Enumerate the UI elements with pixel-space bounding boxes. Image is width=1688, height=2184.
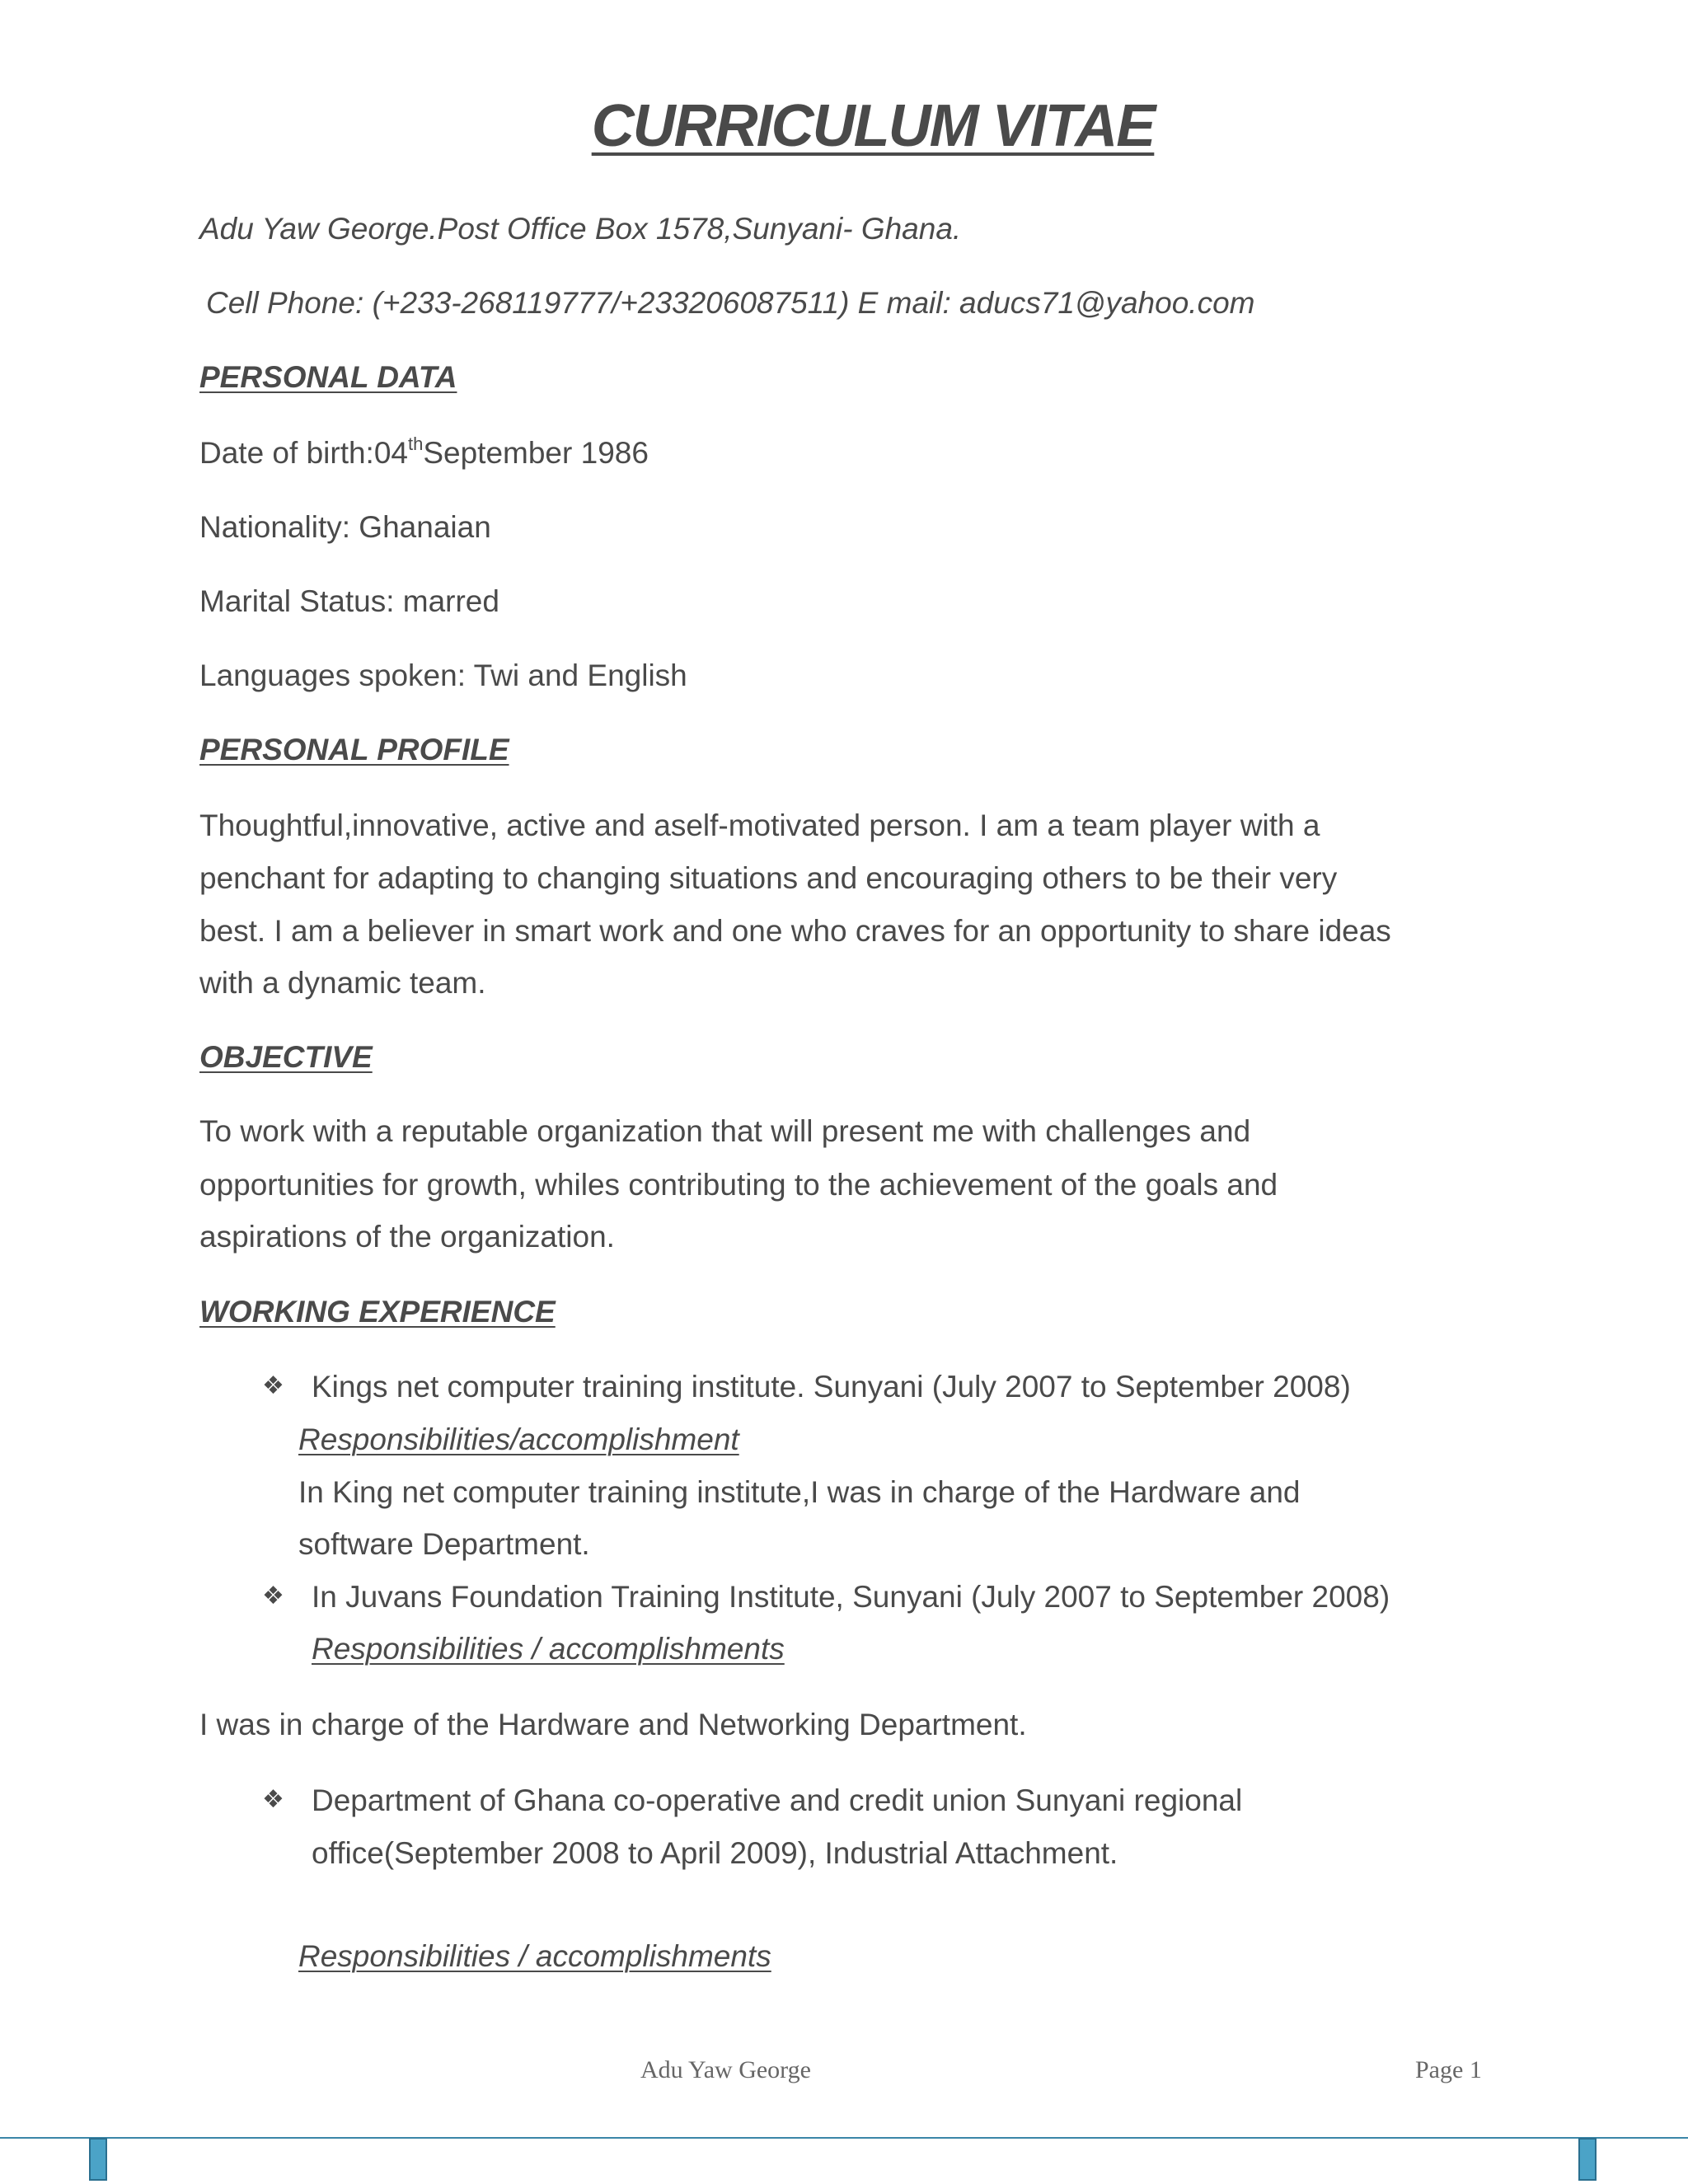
contact-address: Adu Yaw George.Post Office Box 1578,Sunyani- Ghana. [199,212,962,246]
diamond-bullet-icon: ❖ [262,1582,284,1610]
objective-line: aspirations of the organization. [199,1220,615,1254]
dob-superscript: th [407,434,424,454]
footer-name: Adu Yaw George [640,2056,811,2083]
objective-line: opportunities for growth, whiles contributing to the achievement of the goals and [199,1168,1278,1202]
personal-data-heading: PERSONAL DATA [199,360,457,394]
nationality: Nationality: Ghanaian [199,510,491,544]
objective-heading: OBJECTIVE [199,1040,373,1074]
languages-spoken: Languages spoken: Twi and English [199,658,687,692]
responsibilities-label: Responsibilities / accomplishments [298,1939,771,1973]
responsibilities-label: Responsibilities/accomplishment [298,1422,739,1456]
experience-item-title: office(September 2008 to April 2009), Industrial Attachment. [312,1836,1118,1870]
experience-item-desc: In King net computer training institute,I was in charge of the Hardware and [298,1475,1301,1509]
marital-status: Marital Status: marred [199,584,499,618]
dob-rest: September 1986 [423,436,649,470]
experience-item-title: Department of Ghana co-operative and credit union Sunyani regional [312,1783,1243,1817]
personal-profile-heading: PERSONAL PROFILE [199,733,509,766]
footer-page-number: Page 1 [1415,2056,1482,2083]
profile-line: Thoughtful,innovative, active and aself-motivated person. I am a team player with a [199,808,1320,842]
diamond-bullet-icon: ❖ [262,1372,284,1399]
responsibilities-label: Responsibilities / accomplishments [312,1632,785,1666]
objective-line: To work with a reputable organization that will present me with challenges and [199,1114,1251,1148]
footer-tab-left [89,2138,107,2181]
working-experience-heading: WORKING EXPERIENCE [199,1295,556,1329]
footer-rule [0,2137,1688,2139]
date-of-birth [199,434,649,470]
experience-item-desc: I was in charge of the Hardware and Networking Department. [199,1708,1027,1741]
diamond-bullet-icon: ❖ [262,1786,284,1813]
experience-item-title: In Juvans Foundation Training Institute, Sunyani (July 2007 to September 2008) [312,1580,1390,1614]
footer-tab-right [1578,2138,1597,2181]
dob-label: Date of birth:04 [199,436,408,470]
profile-line: with a dynamic team. [199,966,486,1000]
profile-line: best. I am a believer in smart work and one who craves for an opportunity to share ideas [199,914,1391,948]
page-title: CURRICULUM VITAE [591,93,1155,159]
contact-phone-email: Cell Phone: (+233-268119777/+233206087511) E mail: aducs71@yahoo.com [206,286,1255,320]
profile-line: penchant for adapting to changing situations and encouraging others to be their very [199,861,1338,895]
experience-item-title: Kings net computer training institute. Sunyani (July 2007 to September 2008) [312,1370,1351,1404]
experience-item-desc: software Department. [298,1527,590,1561]
